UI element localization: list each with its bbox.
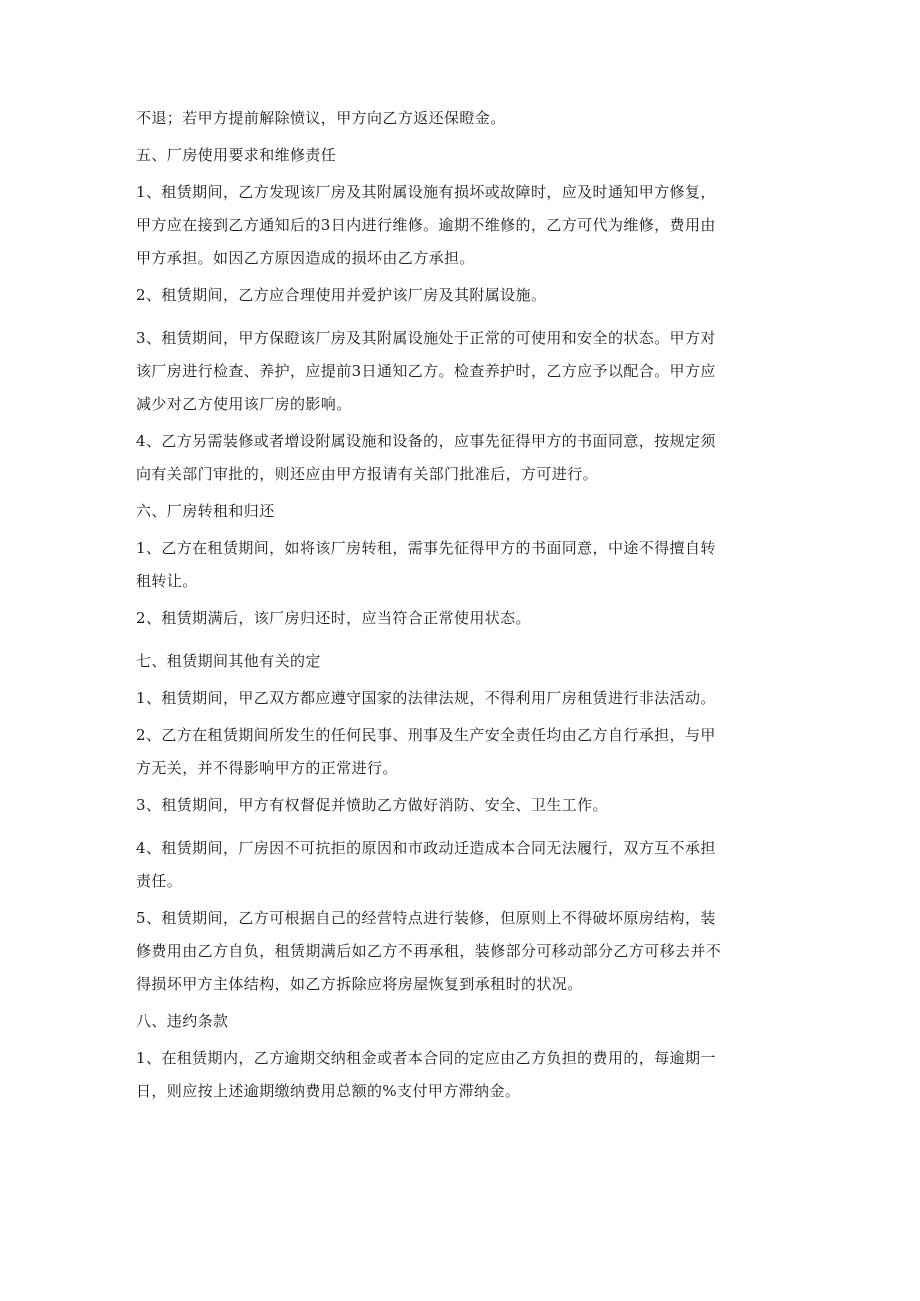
text-line: 2、租赁期间，乙方应合理使用并爱护该厂房及其附属设施。 bbox=[136, 286, 547, 304]
clause-paragraph bbox=[136, 285, 786, 305]
section-heading bbox=[136, 145, 786, 165]
text-line: 5、租赁期间，乙方可根据自己的经营特点进行装修，但原则上不得破坏原房结构，装 bbox=[136, 909, 716, 927]
clause-paragraph bbox=[136, 908, 786, 994]
text-line: 向有关部门审批的，则还应由甲方报请有关部门批准后，方可进行。 bbox=[136, 465, 599, 483]
clause-paragraph bbox=[136, 1048, 786, 1101]
text-line: 修费用由乙方自负，租赁期满后如乙方不再承租，装修部分可移动部分乙方可移去并不 bbox=[136, 942, 722, 960]
text-line: 五、厂房使用要求和维修责任 bbox=[136, 146, 337, 164]
text-line: 2、租赁期满后，该厂房归还时，应当符合正常使用状态。 bbox=[136, 609, 531, 627]
text-line: 七、租赁期间其他有关的定 bbox=[136, 652, 321, 670]
clause-paragraph bbox=[136, 795, 786, 815]
text-line: 责任。 bbox=[136, 872, 183, 890]
text-line: 1、租赁期间，甲乙双方都应遵守国家的法律法规，不得利用厂房租赁进行非法活动。 bbox=[136, 689, 716, 707]
text-line: 日，则应按上述逾期缴纳费用总额的%支付甲方滞纳金。 bbox=[136, 1082, 521, 1100]
text-line: 得损坏甲方主体结构，如乙方拆除应将房屋恢复到承租时的状况。 bbox=[136, 975, 583, 993]
clause-paragraph bbox=[136, 182, 786, 268]
text-line: 1、在租赁期内，乙方逾期交纳租金或者本合同的定应由乙方负担的费用的，每逾期一 bbox=[136, 1049, 716, 1067]
section-heading bbox=[136, 501, 786, 521]
text-line: 方无关，并不得影响甲方的正常进行。 bbox=[136, 759, 398, 777]
clause-paragraph bbox=[136, 608, 786, 628]
text-line: 4、乙方另需装修或者增设附属设施和设备的，应事先征得甲方的书面同意，按规定须 bbox=[136, 432, 716, 450]
clause-paragraph bbox=[136, 725, 786, 778]
text-line: 该厂房进行检查、养护，应提前3日通知乙方。检查养护时，乙方应予以配合。甲方应 bbox=[136, 362, 716, 380]
text-line: 2、乙方在租赁期间所发生的任何民事、刑事及生产安全责任均由乙方自行承担，与甲 bbox=[136, 726, 716, 744]
text-line: 甲方承担。如因乙方原因造成的损坏由乙方承担。 bbox=[136, 249, 475, 267]
clause-paragraph bbox=[136, 328, 786, 414]
text-line: 1、乙方在租赁期间，如将该厂房转租，需事先征得甲方的书面同意，中途不得擅自转 bbox=[136, 539, 716, 557]
document-page bbox=[136, 108, 786, 1118]
clause-paragraph bbox=[136, 688, 786, 708]
text-line: 不退；若甲方提前解除愤议，甲方向乙方返还保瞪金。 bbox=[136, 109, 506, 127]
section-heading bbox=[136, 1011, 786, 1031]
text-line: 4、租赁期间，厂房因不可抗拒的原因和市政动迁造成本合同无法履行，双方互不承担 bbox=[136, 839, 716, 857]
clause-paragraph bbox=[136, 108, 786, 128]
text-line: 六、厂房转租和归还 bbox=[136, 502, 275, 520]
text-line: 3、租赁期间，甲方有权督促并愤助乙方做好消防、安全、卫生工作。 bbox=[136, 796, 608, 814]
section-heading bbox=[136, 651, 786, 671]
text-line: 减少对乙方使用该厂房的影响。 bbox=[136, 395, 352, 413]
text-line: 甲方应在接到乙方通知后的3日内进行维修。逾期不维修的，乙方可代为维修，费用由 bbox=[136, 216, 716, 234]
clause-paragraph bbox=[136, 431, 786, 484]
text-line: 3、租赁期间，甲方保瞪该厂房及其附属设施处于正常的可使用和安全的状态。甲方对 bbox=[136, 329, 716, 347]
clause-paragraph bbox=[136, 838, 786, 891]
text-line: 租转让。 bbox=[136, 572, 198, 590]
text-line: 1、租赁期间，乙方发现该厂房及其附属设施有损坏或故障时，应及时通知甲方修复， bbox=[136, 183, 716, 201]
clause-paragraph bbox=[136, 538, 786, 591]
text-line: 八、违约条款 bbox=[136, 1012, 229, 1030]
